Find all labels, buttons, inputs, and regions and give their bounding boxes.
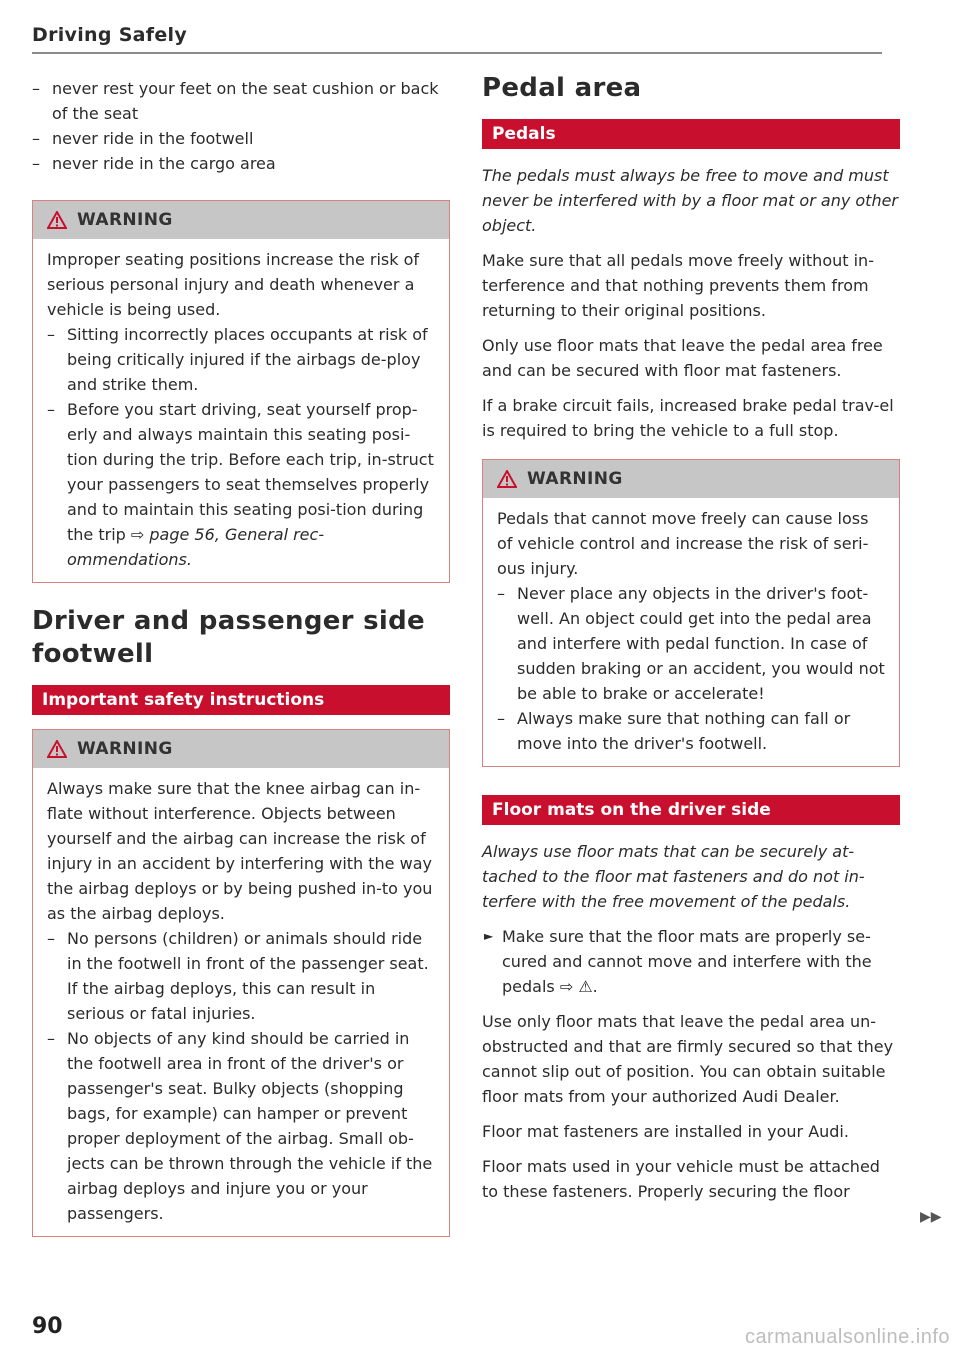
intro-text: Always use floor mats that can be securely at-tached to the floor mat fasteners and do not in-terfere with the free movement of the pedals. xyxy=(482,842,865,911)
warning-box xyxy=(32,729,450,1237)
warning-header xyxy=(483,460,899,498)
paragraph: Floor mats used in your vehicle must be attached to these fasteners. Properly securing the floor xyxy=(482,1157,880,1201)
paragraph: Floor mat fasteners are installed in your Audi. xyxy=(482,1122,849,1141)
list-item: – Sitting incorrectly places occupants at risk of being critically injured if the airbags de-ploy and strike them. xyxy=(47,325,428,394)
running-header: Driving Safely xyxy=(32,24,188,46)
warning-header xyxy=(33,201,449,239)
intro-list xyxy=(32,76,450,176)
paragraph: Make sure that all pedals move freely without in-terference and that nothing prevents them from returning to their original positions. xyxy=(482,251,874,320)
warning-triangle-icon xyxy=(47,211,67,229)
warning-body xyxy=(33,768,449,1236)
warning-text: Pedals that cannot move freely can cause loss of vehicle control and increase the risk of seri-ous injury. xyxy=(497,509,869,578)
subsection-bar-safety: Important safety instructions xyxy=(32,685,450,715)
warning-list xyxy=(47,926,435,1226)
list-item: – Before you start driving, seat yourself prop-erly and always maintain this seating posi-tion during the trip. Before each trip, in-struct your passengers to seat themselves properly and to maintain this seating posi-tion during the trip ⇨ page 56, General rec-ommendations. xyxy=(47,400,434,569)
warning-box xyxy=(482,459,900,767)
step-arrow-icon: ► xyxy=(484,929,494,943)
page-reference-link[interactable]: ⇨ page 56, General rec-ommendations. xyxy=(67,525,325,569)
warning-header xyxy=(33,730,449,768)
intro-text: The pedals must always be free to move and must never be interfered with by a floor mat or any other object. xyxy=(482,166,899,235)
watermark: carmanualsonline.info xyxy=(744,1326,950,1348)
right-column xyxy=(482,72,900,1214)
list-item: – No objects of any kind should be carried in the footwell area in front of the driver's or passenger's seat. Bulky objects (shopping bags, for example) can hamper or prevent proper deployment of the airbag. Small ob-jects can be thrown through the vehicle if the airbag deploys and injure you or your passengers. xyxy=(47,1029,433,1223)
warning-triangle-icon xyxy=(497,470,517,488)
warning-box xyxy=(32,200,450,583)
subsection-bar-pedals: Pedals xyxy=(482,119,900,149)
subsection-bar-floor-mats: Floor mats on the driver side xyxy=(482,795,900,825)
list-item: – never rest your feet on the seat cushion or back of the seat xyxy=(32,79,439,123)
warning-list xyxy=(47,322,435,572)
warning-title: WARNING xyxy=(77,739,173,759)
warning-triangle-icon xyxy=(47,740,67,758)
warning-text: Always make sure that the knee airbag can in-flate without interference. Objects between yourself and the airbag can increase the risk of injury in an accident by interfering with the way the airbag deploys or by being pushed in-to you as the airbag deploys. xyxy=(47,779,433,923)
list-item: – never ride in the footwell xyxy=(32,129,254,148)
list-item: – Always make sure that nothing can fall or move into the driver's footwell. xyxy=(497,709,851,753)
section-title-pedal-area: Pedal area xyxy=(482,73,642,103)
left-column xyxy=(32,76,450,1237)
warning-list xyxy=(497,581,885,756)
paragraph: Only use floor mats that leave the pedal area free and can be secured with floor mat fasteners. xyxy=(482,336,883,380)
page-number: 90 xyxy=(32,1314,63,1339)
list-item: – No persons (children) or animals should ride in the footwell in front of the passenger seat. If the airbag deploys, this can result in serious or fatal injuries. xyxy=(47,929,429,1023)
continue-arrow-icon: ▶▶ xyxy=(920,1209,942,1225)
paragraph: Use only floor mats that leave the pedal area un-obstructed and that are firmly secured so that they cannot slip out of position. You can obtain suitable floor mats from your authorized Audi Dealer. xyxy=(482,1012,894,1106)
warning-body xyxy=(33,239,449,582)
warning-body xyxy=(483,498,899,766)
warning-text: Improper seating positions increase the risk of serious personal injury and death whenever a vehicle is being used. xyxy=(47,250,420,319)
warning-title: WARNING xyxy=(527,469,623,489)
warning-title: WARNING xyxy=(77,210,173,230)
list-item: – Never place any objects in the driver's foot-well. An object could get into the pedal area and interfere with pedal function. In case of sudden braking or an accident, you would not be able to brake or accelerate! xyxy=(497,584,885,703)
paragraph: If a brake circuit fails, increased brake pedal trav-el is required to bring the vehicle to a full stop. xyxy=(482,396,894,440)
step-item: ► Make sure that the floor mats are properly se-cured and cannot move and interfere with the pedals ⇨ ⚠. xyxy=(482,924,900,999)
list-item: – never ride in the cargo area xyxy=(32,154,276,173)
section-title-footwell: Driver and passenger side footwell xyxy=(32,606,425,669)
header-rule xyxy=(32,52,882,54)
